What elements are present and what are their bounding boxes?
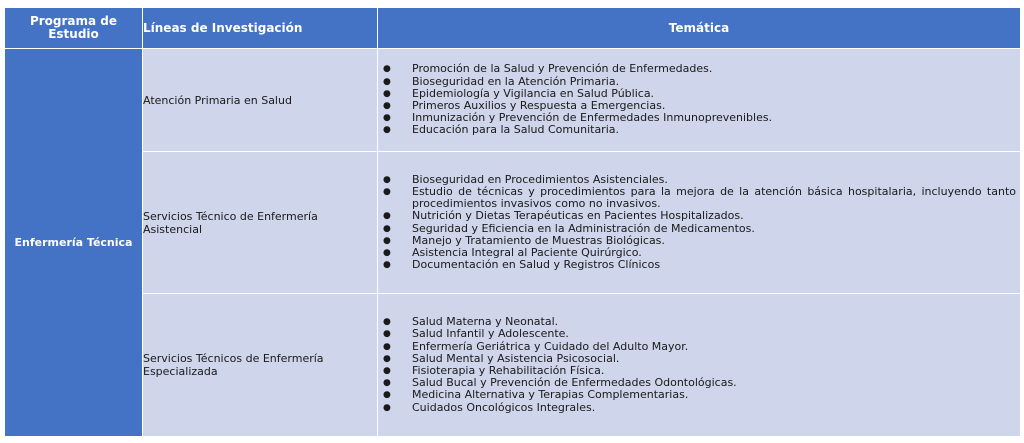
topic-text: Documentación en Salud y Registros Clínicos [412, 258, 661, 272]
topic-text: Enfermería Geriátrica y Cuidado del Adulto Mayor. [412, 339, 689, 353]
topic-text: Salud Mental y Asistencia Psicosocial. [412, 351, 620, 365]
topic-text: Medicina Alternativa y Terapias Complementarias. [412, 388, 689, 402]
topic-text: Estudio de técnicas y procedimientos para la mejora de la atención básica hospitalaria, incluyendo tanto procedimientos invasivos como no invasivos. [412, 184, 1016, 211]
list-item [378, 402, 1020, 414]
bullet-icon: ● [383, 260, 391, 271]
topic-text: Primeros Auxilios y Respuesta a Emergencias. [412, 99, 666, 112]
header-programa: Programa de Estudio [5, 8, 143, 49]
topics-cell [378, 152, 1021, 294]
bullet-icon: ● [383, 88, 391, 99]
topic-text: Promoción de la Salud y Prevención de Enfermedades. [412, 62, 713, 76]
bullet-icon: ● [383, 317, 391, 328]
bullet-icon: ● [383, 223, 391, 234]
topics-list [378, 316, 1020, 414]
topic-text: Bioseguridad en la Atención Primaria. [412, 74, 620, 88]
research-line-cell: Servicios Técnicos de Enfermería Especializada [143, 294, 378, 437]
bullet-icon: ● [383, 174, 391, 185]
research-lines-table [4, 7, 1021, 437]
header-tematica: Temática [378, 8, 1021, 49]
bullet-icon: ● [383, 186, 391, 197]
table-row [5, 294, 1021, 437]
table-header-row [5, 8, 1021, 49]
bullet-icon: ● [383, 76, 391, 87]
research-line-cell: Servicios Técnico de Enfermería Asistencial [143, 152, 378, 294]
bullet-icon: ● [383, 329, 391, 340]
table-row [5, 49, 1021, 152]
topic-text: Asistencia Integral al Paciente Quirúrgico. [412, 245, 642, 259]
bullet-icon: ● [383, 341, 391, 352]
bullet-icon: ● [383, 353, 391, 364]
list-item [378, 259, 1020, 271]
topic-text: Salud Infantil y Adolescente. [412, 327, 569, 341]
header-lineas: Líneas de Investigación [143, 8, 378, 49]
topics-list [378, 63, 1020, 136]
topics-cell [378, 294, 1021, 437]
bullet-icon: ● [383, 125, 391, 136]
table-row [5, 152, 1021, 294]
topic-text: Manejo y Tratamiento de Muestras Biológicas. [412, 233, 665, 247]
program-name-cell: Enfermería Técnica [5, 49, 143, 437]
bullet-icon: ● [383, 235, 391, 246]
topics-cell [378, 49, 1021, 152]
bullet-icon: ● [383, 402, 391, 413]
bullet-icon: ● [383, 366, 391, 376]
research-line-cell: Atención Primaria en Salud [143, 49, 378, 152]
topic-text: Cuidados Oncológicos Integrales. [412, 400, 596, 414]
bullet-icon: ● [383, 211, 391, 222]
topic-text: Epidemiología y Vigilancia en Salud Pública. [412, 86, 655, 100]
topics-list [378, 174, 1020, 272]
list-item [378, 186, 1020, 210]
bullet-icon: ● [383, 378, 391, 389]
bullet-icon: ● [383, 113, 391, 124]
list-item [378, 124, 1020, 136]
topic-text: Salud Bucal y Prevención de Enfermedades Odontológicas. [412, 376, 737, 390]
bullet-icon: ● [383, 390, 391, 401]
bullet-icon: ● [383, 64, 391, 75]
topic-text: Fisioterapia y Rehabilitación Física. [412, 364, 605, 377]
bullet-icon: ● [383, 247, 391, 258]
topic-text: Seguridad y Eficiencia en la Administración de Medicamentos. [412, 221, 755, 235]
topic-text: Nutrición y Dietas Terapéuticas en Pacientes Hospitalizados. [412, 209, 744, 223]
topic-text: Inmunización y Prevención de Enfermedades Inmunoprevenibles. [412, 111, 773, 125]
topic-text: Educación para la Salud Comunitaria. [412, 123, 619, 137]
bullet-icon: ● [383, 101, 391, 111]
topic-text: Bioseguridad en Procedimientos Asistenciales. [412, 172, 668, 186]
topic-text: Salud Materna y Neonatal. [412, 315, 559, 329]
